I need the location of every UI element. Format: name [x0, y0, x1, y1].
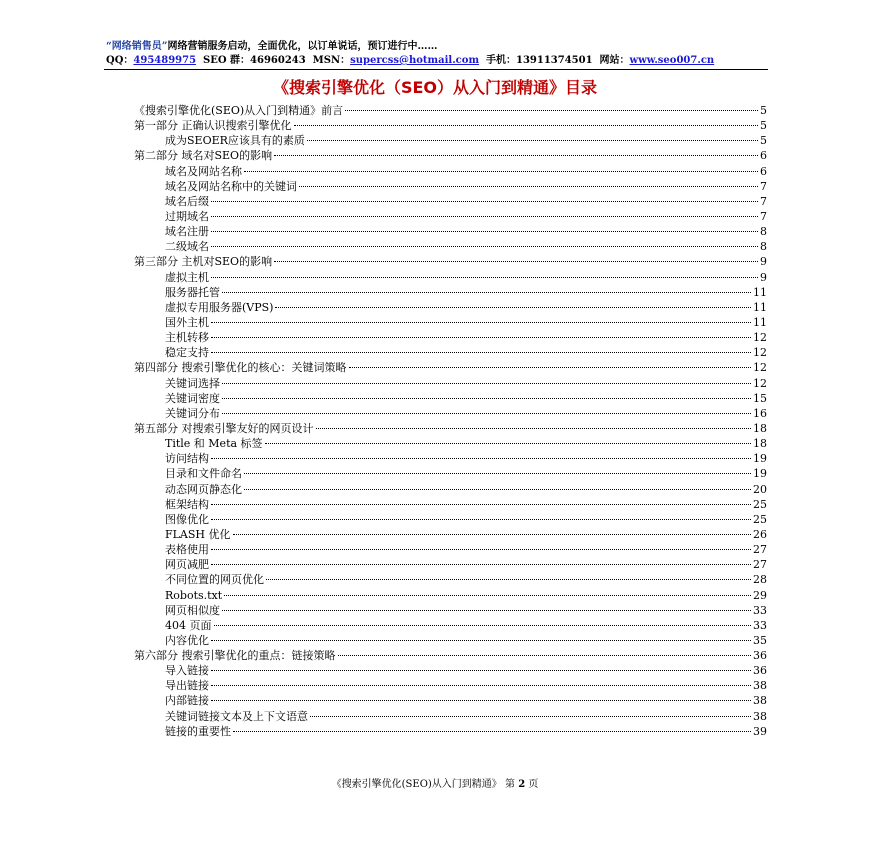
toc-section-row[interactable]: [134, 118, 767, 133]
msn-link[interactable]: supercss@hotmail.com: [350, 55, 480, 66]
toc-entry-row[interactable]: [134, 315, 767, 330]
toc-page-number: 35: [753, 633, 767, 647]
toc-entry-label: 成为SEOER应该具有的素质: [165, 134, 305, 148]
toc-dot-leader: [233, 534, 751, 535]
toc-entry-row[interactable]: [134, 709, 767, 724]
toc-dot-leader: [310, 716, 751, 717]
toc-entry-label: 第一部分 正确认识搜索引擎优化: [134, 119, 292, 133]
toc-dot-leader: [224, 595, 751, 596]
toc-page-number: 25: [753, 512, 767, 526]
header-contact-line: [106, 54, 766, 67]
toc-page-number: 33: [753, 603, 767, 617]
toc-dot-leader: [214, 625, 752, 626]
toc-dot-leader: [211, 519, 751, 520]
qq-link[interactable]: 495489975: [133, 55, 197, 66]
toc-entry-label: 网页减肥: [165, 558, 209, 572]
toc-dot-leader: [211, 458, 751, 459]
toc-dot-leader: [338, 655, 752, 656]
toc-page-number: 5: [760, 104, 767, 117]
toc-dot-leader: [345, 110, 758, 111]
qq-label: QQ：: [106, 55, 134, 66]
toc-dot-leader: [222, 610, 751, 611]
toc-dot-leader: [211, 246, 758, 247]
toc-entry-label: 域名及网站名称: [165, 164, 242, 178]
toc-page-number: 12: [753, 346, 767, 360]
toc-page-number: 11: [753, 315, 767, 329]
toc-entry-label: 关键词密度: [165, 391, 220, 405]
toc-entry-label: 导入链接: [165, 664, 209, 678]
toc-entry-label: 二级域名: [165, 240, 209, 254]
toc-entry-row[interactable]: [134, 512, 767, 527]
toc-page-number: 27: [753, 558, 767, 572]
toc-entry-row[interactable]: [134, 542, 767, 557]
toc-entry-row[interactable]: [134, 436, 767, 451]
toc-page-number: 39: [753, 724, 767, 738]
toc-entry-label: 国外主机: [165, 315, 209, 329]
toc-entry-label: 框架结构: [165, 497, 209, 511]
toc-entry-label: 过期域名: [165, 209, 209, 223]
footer-page-number: 2: [518, 779, 526, 790]
toc-page-number: 20: [753, 482, 767, 496]
toc-page-number: 5: [760, 119, 767, 133]
toc-entry-row[interactable]: [134, 376, 767, 391]
toc-entry-row[interactable]: [134, 633, 767, 648]
toc-dot-leader: [266, 579, 751, 580]
toc-page-number: 16: [753, 406, 767, 420]
toc-dot-leader: [244, 489, 751, 490]
toc-entry-row[interactable]: [134, 451, 767, 466]
toc-dot-leader: [274, 155, 758, 156]
toc-entry-label: 虚拟专用服务器(VPS): [165, 300, 274, 314]
toc-entry-row[interactable]: [134, 572, 767, 587]
toc-dot-leader: [222, 398, 751, 399]
toc-page-number: 12: [753, 376, 767, 390]
toc-entry-row[interactable]: [134, 603, 767, 618]
toc-page-number: 27: [753, 543, 767, 557]
toc-entry-label: 访问结构: [165, 452, 209, 466]
toc-entry-row[interactable]: [134, 557, 767, 572]
toc-page-number: 15: [753, 391, 767, 405]
toc-entry-row[interactable]: [134, 693, 767, 708]
toc-dot-leader: [211, 685, 751, 686]
toc-entry-label: 虚拟主机: [165, 270, 209, 284]
toc-entry-label: 内容优化: [165, 633, 209, 647]
toc-dot-leader: [211, 216, 758, 217]
contact-tail-text: 手机：13911374501 网站：: [479, 55, 630, 66]
toc-entry-label: 主机转移: [165, 331, 209, 345]
toc-dot-leader: [211, 504, 751, 505]
toc-dot-leader: [211, 337, 751, 338]
toc-dot-leader: [211, 700, 751, 701]
toc-dot-leader: [211, 231, 758, 232]
toc-page-number: 38: [753, 709, 767, 723]
toc-entry-row[interactable]: [134, 209, 767, 224]
toc-entry-label: 404 页面: [165, 618, 212, 632]
toc-dot-leader: [211, 670, 751, 671]
page-footer: [0, 778, 870, 791]
toc-entry-row[interactable]: [134, 497, 767, 512]
toc-dot-leader: [307, 140, 758, 141]
toc-entry-label: 《搜索引擎优化(SEO)从入门到精通》前言: [134, 104, 344, 117]
toc-page-number: 6: [760, 149, 767, 163]
toc-entry-row[interactable]: [134, 527, 767, 542]
toc-entry-label: 内部链接: [165, 694, 209, 708]
toc-dot-leader: [275, 307, 751, 308]
toc-entry-row[interactable]: [134, 588, 767, 603]
toc-page-number: 29: [753, 588, 767, 602]
toc-dot-leader: [222, 413, 751, 414]
toc-page-number: 38: [753, 679, 767, 693]
toc-entry-row[interactable]: [134, 239, 767, 254]
toc-page-number: 28: [753, 573, 767, 587]
toc-entry-row[interactable]: [134, 663, 767, 678]
toc-dot-leader: [349, 367, 752, 368]
toc-entry-row[interactable]: [134, 482, 767, 497]
toc-entry-label: 图像优化: [165, 512, 209, 526]
toc-page-number: 19: [753, 452, 767, 466]
toc-page-number: 9: [760, 255, 767, 269]
toc-entry-row[interactable]: [134, 406, 767, 421]
toc-entry-row[interactable]: [134, 724, 767, 739]
toc-entry-label: 网页相似度: [165, 603, 220, 617]
toc-entry-label: 关键词分布: [165, 406, 220, 420]
toc-dot-leader: [294, 125, 759, 126]
toc-section-row[interactable]: [134, 103, 767, 118]
toc-section-row[interactable]: [134, 360, 767, 375]
toc-entry-row[interactable]: [134, 466, 767, 481]
toc-page-number: 7: [760, 194, 767, 208]
toc-page-number: 7: [760, 179, 767, 193]
toc-page-number: 18: [753, 421, 767, 435]
table-of-contents: [134, 103, 767, 739]
toc-entry-label: Title 和 Meta 标签: [165, 437, 263, 451]
toc-page-number: 9: [760, 270, 767, 284]
toc-entry-label: 表格使用: [165, 543, 209, 557]
toc-entry-row[interactable]: [134, 224, 767, 239]
footer-suffix: 页: [528, 779, 539, 790]
toc-page-number: 26: [753, 527, 767, 541]
toc-dot-leader: [244, 171, 758, 172]
toc-entry-label: 域名注册: [165, 225, 209, 239]
toc-page-number: 7: [760, 209, 767, 223]
toc-entry-row[interactable]: [134, 270, 767, 285]
toc-entry-row[interactable]: [134, 164, 767, 179]
toc-entry-label: 第二部分 域名对SEO的影响: [134, 149, 273, 163]
header-promo-text: 网络营销服务启动，全面优化，以订单说话，预订进行中……: [167, 41, 438, 52]
toc-entry-label: 动态网页静态化: [165, 482, 242, 496]
toc-entry-row[interactable]: [134, 345, 767, 360]
toc-entry-label: 第四部分 搜索引擎优化的核心：关键词策略: [134, 361, 347, 375]
toc-entry-row[interactable]: [134, 678, 767, 693]
toc-entry-row[interactable]: [134, 618, 767, 633]
toc-entry-row[interactable]: [134, 391, 767, 406]
header-divider: [104, 69, 768, 70]
toc-entry-label: 服务器托管: [165, 285, 220, 299]
toc-page-number: 6: [760, 164, 767, 178]
toc-entry-row[interactable]: [134, 285, 767, 300]
header-highlight: “网络销售员”: [106, 41, 168, 52]
toc-entry-label: 关键词链接文本及上下文语意: [165, 709, 308, 723]
toc-entry-label: 关键词选择: [165, 376, 220, 390]
toc-page-number: 11: [753, 300, 767, 314]
toc-page-number: 25: [753, 497, 767, 511]
toc-entry-label: Robots.txt: [165, 588, 223, 602]
toc-page-number: 8: [760, 225, 767, 239]
toc-dot-leader: [211, 564, 751, 565]
toc-dot-leader: [211, 640, 751, 641]
page-title: 《搜索引擎优化（SEO）从入门到精通》目录: [272, 78, 598, 97]
toc-section-row[interactable]: [134, 148, 767, 163]
toc-page-number: 38: [753, 694, 767, 708]
toc-entry-row[interactable]: [134, 300, 767, 315]
toc-dot-leader: [211, 201, 758, 202]
toc-section-row[interactable]: [134, 254, 767, 269]
header-promo-line: [106, 40, 766, 53]
toc-dot-leader: [233, 731, 751, 732]
toc-entry-label: 域名后缀: [165, 194, 209, 208]
toc-entry-label: 不同位置的网页优化: [165, 573, 264, 587]
toc-dot-leader: [316, 428, 752, 429]
toc-dot-leader: [222, 383, 751, 384]
toc-entry-label: 域名及网站名称中的关键词: [165, 179, 297, 193]
toc-entry-label: 稳定支持: [165, 346, 209, 360]
toc-dot-leader: [211, 549, 751, 550]
toc-dot-leader: [211, 277, 758, 278]
contact-mid-text: SEO 群：46960243 MSN：: [196, 55, 351, 66]
toc-dot-leader: [244, 473, 751, 474]
toc-page-number: 36: [753, 664, 767, 678]
toc-dot-leader: [299, 186, 758, 187]
toc-entry-row[interactable]: [134, 133, 767, 148]
website-link[interactable]: www.seo007.cn: [629, 55, 715, 66]
toc-dot-leader: [265, 443, 751, 444]
toc-page-number: 5: [760, 134, 767, 148]
toc-page-number: 36: [753, 649, 767, 663]
toc-section-row[interactable]: [134, 648, 767, 663]
footer-text: 《搜索引擎优化(SEO)从入门到精通》 第: [331, 779, 515, 790]
toc-entry-label: 导出链接: [165, 679, 209, 693]
toc-entry-row[interactable]: [134, 330, 767, 345]
toc-dot-leader: [211, 352, 751, 353]
toc-page-number: 33: [753, 618, 767, 632]
toc-entry-label: 第六部分 搜索引擎优化的重点：链接策略: [134, 649, 336, 663]
toc-page-number: 19: [753, 467, 767, 481]
toc-page-number: 12: [753, 361, 767, 375]
toc-entry-label: 目录和文件命名: [165, 467, 242, 481]
toc-entry-row[interactable]: [134, 179, 767, 194]
toc-page-number: 12: [753, 331, 767, 345]
toc-entry-row[interactable]: [134, 194, 767, 209]
toc-dot-leader: [274, 261, 758, 262]
toc-entry-label: 链接的重要性: [165, 724, 231, 738]
toc-page-number: 8: [760, 240, 767, 254]
toc-dot-leader: [222, 292, 751, 293]
toc-section-row[interactable]: [134, 421, 767, 436]
page-header: [106, 40, 766, 67]
toc-entry-label: 第五部分 对搜索引擎友好的网页设计: [134, 421, 314, 435]
toc-dot-leader: [211, 322, 751, 323]
toc-page-number: 11: [753, 285, 767, 299]
toc-entry-label: FLASH 优化: [165, 527, 231, 541]
toc-page-number: 18: [753, 437, 767, 451]
toc-entry-label: 第三部分 主机对SEO的影响: [134, 255, 273, 269]
